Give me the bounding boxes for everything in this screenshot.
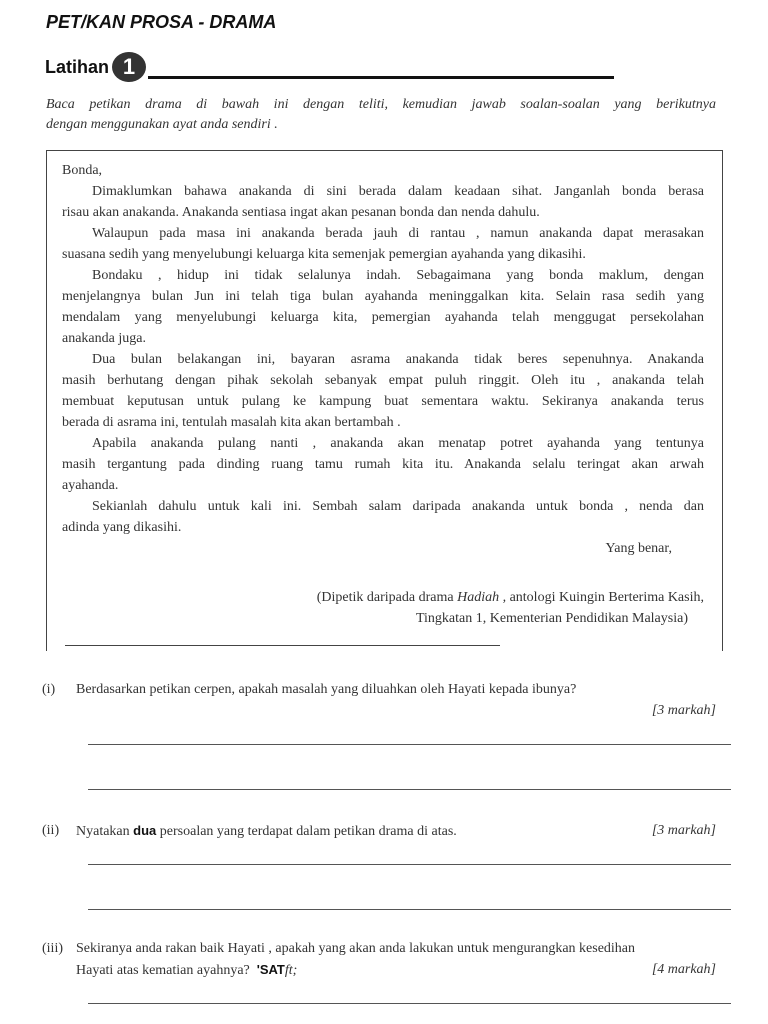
answer-line[interactable] xyxy=(88,1003,731,1004)
question-2 xyxy=(42,820,732,842)
question-number: (i) xyxy=(42,682,56,697)
letter-greeting: Bonda, xyxy=(62,163,103,178)
paragraph-line: Sekianlah dahulu untuk kali ini. Sembah salam daripada anakanda untuk bonda , nenda dan xyxy=(92,499,704,514)
text: persoalan yang terdapat dalam petikan drama di atas. xyxy=(156,824,457,839)
paragraph-line: anakanda juga. xyxy=(62,331,146,346)
paragraph-line: ayahanda. xyxy=(62,478,119,493)
page-title: PET/KAN PROSA - DRAMA xyxy=(46,12,277,32)
letter-paragraph xyxy=(62,265,704,349)
answer-line[interactable] xyxy=(88,864,731,865)
instruction-line: dengan menggunakan ayat anda sendiri . xyxy=(46,117,278,132)
letter-paragraph xyxy=(62,181,704,223)
instruction-line: Baca petikan drama di bawah ini dengan teliti, kemudian jawab soalan-soalan yang berikutnya xyxy=(46,97,716,112)
question-marks: [4 markah] xyxy=(651,962,716,977)
question-text: Berdasarkan petikan cerpen, apakah masalah yang diluahkan oleh Hayati kepada ibunya? xyxy=(76,682,577,697)
paragraph-line: Dimaklumkan bahawa anakanda di sini berada dalam keadaan sihat. Janganlah bonda berasa xyxy=(92,184,704,199)
letter-paragraph xyxy=(62,349,704,433)
passage-box-bottom-rule xyxy=(65,645,500,646)
paragraph-line: menjelangnya bulan Jun ini telah tiga bulan ayahanda meninggalkan kita. Selain rasa sedih yang xyxy=(62,289,704,304)
source-prefix: (Dipetik daripada drama xyxy=(316,590,458,605)
question-1 xyxy=(42,679,732,718)
paragraph-line: adinda yang dikasihi. xyxy=(62,520,182,535)
question-text: Hayati atas kematian ayahnya? xyxy=(76,963,250,978)
source-citation xyxy=(62,587,704,629)
paragraph-line: Bondaku , hidup ini tidak selalunya indah. Sebagaimana yang bonda maklum, dengan xyxy=(92,268,704,283)
scan-artifact: ft; xyxy=(284,963,298,978)
paragraph-line: berada di asrama ini, tentulah masalah kita akan bertambah . xyxy=(62,415,401,430)
letter-passage xyxy=(62,160,704,629)
source-title: Hadiah , xyxy=(457,590,507,605)
letter-signoff: Yang benar, xyxy=(605,541,672,556)
source-line2: Tingkatan 1, Kementerian Pendidikan Malaysia) xyxy=(415,611,688,626)
scan-artifact: 'SAT xyxy=(256,962,285,977)
answer-line[interactable] xyxy=(88,909,731,910)
source-suffix: antologi Kuingin Berterima Kasih, xyxy=(506,590,704,605)
question-text xyxy=(76,820,732,842)
question-3 xyxy=(42,938,732,981)
paragraph-line: mendalam yang menyelubungi keluarga kita, pemergian ayahanda telah menggugat persekolahan xyxy=(62,310,704,325)
paragraph-line: Dua bulan belakangan ini, bayaran asrama anakanda tidak beres sepenuhnya. Anakanda xyxy=(92,352,704,367)
letter-paragraph xyxy=(62,433,704,496)
exercise-number-badge: 1 xyxy=(112,52,146,82)
exercise-label: Latihan xyxy=(45,57,110,77)
text: Nyatakan xyxy=(76,824,134,839)
question-marks: [3 markah] xyxy=(651,703,716,718)
answer-line[interactable] xyxy=(88,744,731,745)
heading-rule xyxy=(148,76,614,79)
question-number: (ii) xyxy=(42,823,60,838)
paragraph-line: risau akan anakanda. Anakanda sentiasa ingat akan pesanan bonda dan nenda dahulu. xyxy=(62,205,540,220)
question-number: (iii) xyxy=(42,941,63,956)
paragraph-line: membuat keputusan untuk pulang ke kampung buat sementara waktu. Sekiranya anakanda terus xyxy=(62,394,704,409)
emphasis: dua xyxy=(133,823,157,838)
paragraph-line: masih tergantung pada dinding ruang tamu rumah kita itu. Anakanda selalu teringat akan arwah xyxy=(62,457,704,472)
question-text: Sekiranya anda rakan baik Hayati , apakah yang akan anda lakukan untuk mengurangkan kesedihan xyxy=(76,941,636,956)
letter-paragraph xyxy=(62,223,704,265)
paragraph-line: suasana sedih yang menyelubungi keluarga kita semenjak pemergian ayahanda yang dikasihi. xyxy=(62,247,586,262)
paragraph-line: masih berhutang dengan pihak sekolah sebanyak empat puluh ringgit. Oleh itu , anakanda telah xyxy=(62,373,704,388)
letter-paragraph xyxy=(62,496,704,538)
paragraph-line: Walaupun pada masa ini anakanda berada jauh di rantau , namun anakanda dapat merasakan xyxy=(92,226,704,241)
instructions xyxy=(46,95,716,135)
paragraph-line: Apabila anakanda pulang nanti , anakanda akan menatap potret ayahanda yang tentunya xyxy=(92,436,704,451)
answer-line[interactable] xyxy=(88,789,731,790)
question-marks: [3 markah] xyxy=(651,823,716,838)
